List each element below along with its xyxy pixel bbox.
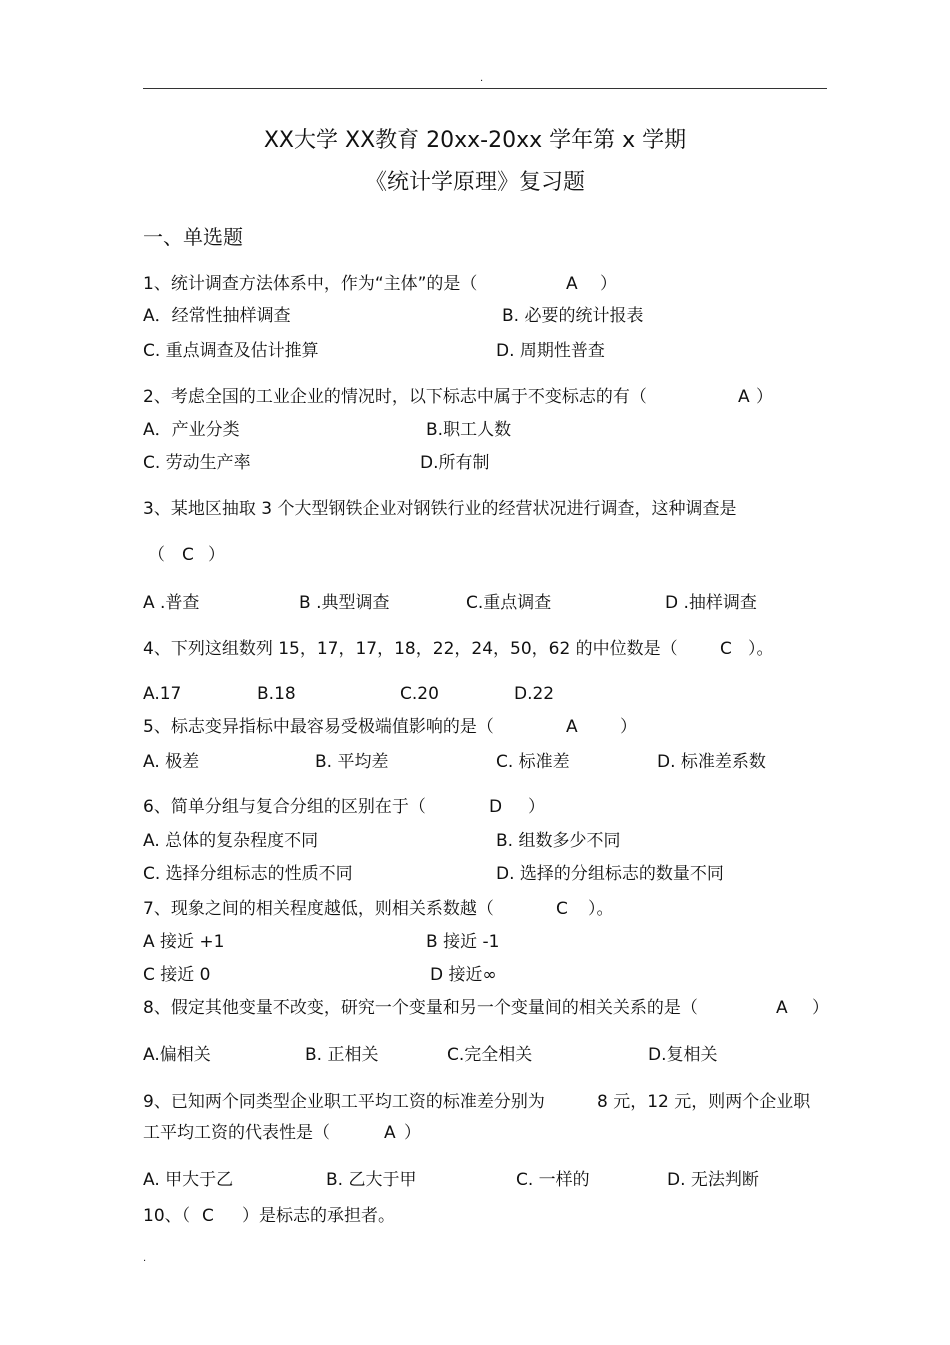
question-close: ）: [600, 274, 617, 294]
option-a: A.偏相关: [143, 1045, 211, 1065]
option-a: A．经常性抽样调查: [143, 306, 291, 326]
header-dot: .: [480, 73, 484, 84]
option-b: B. 组数多少不同: [496, 831, 621, 851]
question-close: ）。: [748, 639, 774, 659]
question-close: ）: [812, 998, 829, 1018]
option-a: A. 总体的复杂程度不同: [143, 831, 319, 851]
option-c: C.重点调查: [466, 593, 552, 613]
question-close: ）是标志的承担者。: [242, 1206, 395, 1226]
option-a: A．产业分类: [143, 420, 240, 440]
option-b: B. 乙大于甲: [326, 1170, 417, 1190]
question-stem: 10、（: [143, 1206, 191, 1226]
section-heading: 一、单选题: [143, 225, 243, 249]
option-b: B.职工人数: [426, 420, 512, 440]
option-d: D. 选择的分组标志的数量不同: [496, 864, 724, 884]
footer-dot: .: [143, 1253, 147, 1264]
question-stem: 4、下列这组数列 15，17，17，18，22，24，50，62 的中位数是（: [143, 639, 678, 659]
question-answer: A: [776, 998, 788, 1018]
question-close: ）: [208, 545, 225, 565]
question-answer: A: [566, 717, 578, 737]
question-close: ）。: [588, 899, 614, 919]
question-stem: 5、标志变异指标中最容易受极端值影响的是（: [143, 717, 494, 737]
question-stem: 7、现象之间的相关程度越低，则相关系数越（: [143, 899, 494, 919]
document-title: XX大学 XX教育 20xx-20xx 学年第 x 学期: [263, 128, 687, 153]
question-stem: 9、已知两个同类型企业职工平均工资的标准差分别为: [143, 1092, 545, 1112]
option-a: A 接近 +1: [143, 932, 225, 952]
option-d: D. 标准差系数: [657, 752, 766, 772]
option-d: D. 周期性普查: [496, 341, 605, 361]
option-b: B 接近 -1: [426, 932, 500, 952]
question-stem: 3、某地区抽取 3 个大型钢铁企业对钢铁行业的经营状况进行调查，这种调查是: [143, 499, 737, 519]
document-subtitle: 《统计学原理》复习题: [364, 170, 585, 195]
option-a: A.17: [143, 684, 182, 704]
question-close: ）: [620, 717, 637, 737]
option-a: A. 极差: [143, 752, 200, 772]
question-close: ）: [756, 387, 773, 407]
question-stem-tail: 8 元，12 元，则两个企业职: [597, 1092, 811, 1112]
option-b: B. 正相关: [305, 1045, 379, 1065]
option-b: B.18: [257, 684, 296, 704]
option-d: D 接近∞: [430, 965, 497, 985]
question-answer: A: [566, 274, 578, 294]
option-c: C. 标准差: [496, 752, 570, 772]
option-a: A .普查: [143, 593, 200, 613]
question-stem: 6、简单分组与复合分组的区别在于（: [143, 797, 426, 817]
option-c: C.20: [400, 684, 439, 704]
option-c: C. 重点调查及估计推算: [143, 341, 319, 361]
question-answer: D: [489, 797, 503, 817]
question-stem: 1、统计调查方法体系中，作为“主体”的是（: [143, 274, 478, 294]
option-c: C.完全相关: [447, 1045, 533, 1065]
option-d: D.22: [514, 684, 555, 704]
option-d: D. 无法判断: [667, 1170, 759, 1190]
option-b: B. 平均差: [315, 752, 389, 772]
question-open: （: [148, 545, 165, 565]
question-answer: C: [556, 899, 568, 919]
question-stem-line2: 工平均工资的代表性是（: [143, 1123, 330, 1143]
question-stem: 8、假定其他变量不改变，研究一个变量和另一个变量间的相关关系的是（: [143, 998, 698, 1018]
question-stem: 2、考虑全国的工业企业的情况时，以下标志中属于不变标志的有（: [143, 387, 647, 407]
option-b: B. 必要的统计报表: [502, 306, 644, 326]
option-c: C. 一样的: [516, 1170, 590, 1190]
question-answer: A: [384, 1123, 396, 1143]
question-answer: C: [720, 639, 732, 659]
option-a: A. 甲大于乙: [143, 1170, 234, 1190]
option-b: B .典型调查: [299, 593, 390, 613]
question-answer: C: [202, 1206, 214, 1226]
header-rule: [143, 88, 827, 89]
question-answer: A: [738, 387, 750, 407]
option-c: C. 劳动生产率: [143, 453, 251, 473]
question-close: ）: [404, 1123, 421, 1143]
question-close: ）: [528, 797, 545, 817]
question-answer: C: [182, 545, 194, 565]
option-d: D.所有制: [420, 453, 490, 473]
option-d: D.复相关: [648, 1045, 718, 1065]
option-d: D .抽样调查: [665, 593, 757, 613]
option-c: C 接近 0: [143, 965, 211, 985]
option-c: C. 选择分组标志的性质不同: [143, 864, 353, 884]
